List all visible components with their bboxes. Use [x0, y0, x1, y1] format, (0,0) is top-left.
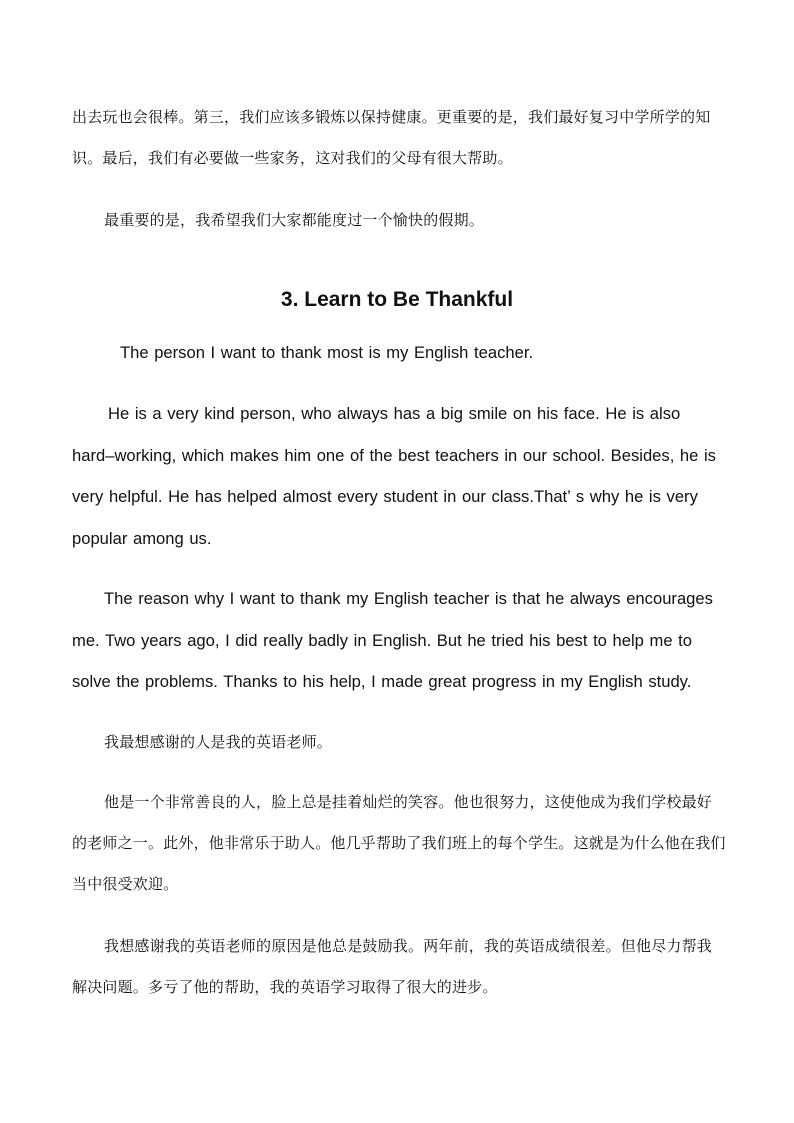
- section-title: 3. Learn to Be Thankful: [280, 288, 514, 311]
- english-paragraph-1: The person I want to thank most is my English teacher.: [120, 343, 534, 362]
- chinese-paragraph-3: 我想感谢我的英语老师的原因是他总是鼓励我。两年前，我的英语成绩很差。但他尽力帮我解决问题。多亏了他的帮助，我的英语学习取得了很大的进步。: [72, 937, 713, 996]
- chinese-paragraph-2: 他是一个非常善良的人，脸上总是挂着灿烂的笑容。他也很努力，这使他成为我们学校最好的老师之一。此外，他非常乐于助人。他几乎帮助了我们班上的每个学生。这就是为什么他在我们当中很受欢迎。: [72, 793, 726, 893]
- chinese-paragraph-1: 我最想感谢的人是我的英语老师。: [104, 733, 333, 751]
- english-paragraph-2: He is a very kind person, who always has a big smile on his face. He is also hard–working, which makes him one of the best teachers in our school. Besides, he is very helpful. He has helped almost every student in our class.That’ s why he is very popular among us.: [72, 404, 716, 548]
- chinese-paragraph-closing: 最重要的是，我希望我们大家都能度过一个愉快的假期。: [104, 211, 485, 229]
- english-paragraph-3: The reason why I want to thank my English teacher is that he always encourages me. Two years ago, I did really badly in English. But he tried his best to help me to solve the problems. Thanks to his help, I made great progress in my English study.: [72, 589, 713, 691]
- chinese-paragraph-continuation: 出去玩也会很棒。第三，我们应该多锻炼以保持健康。更重要的是，我们最好复习中学所学的知识。最后，我们有必要做一些家务，这对我们的父母有很大帮助。: [72, 108, 711, 167]
